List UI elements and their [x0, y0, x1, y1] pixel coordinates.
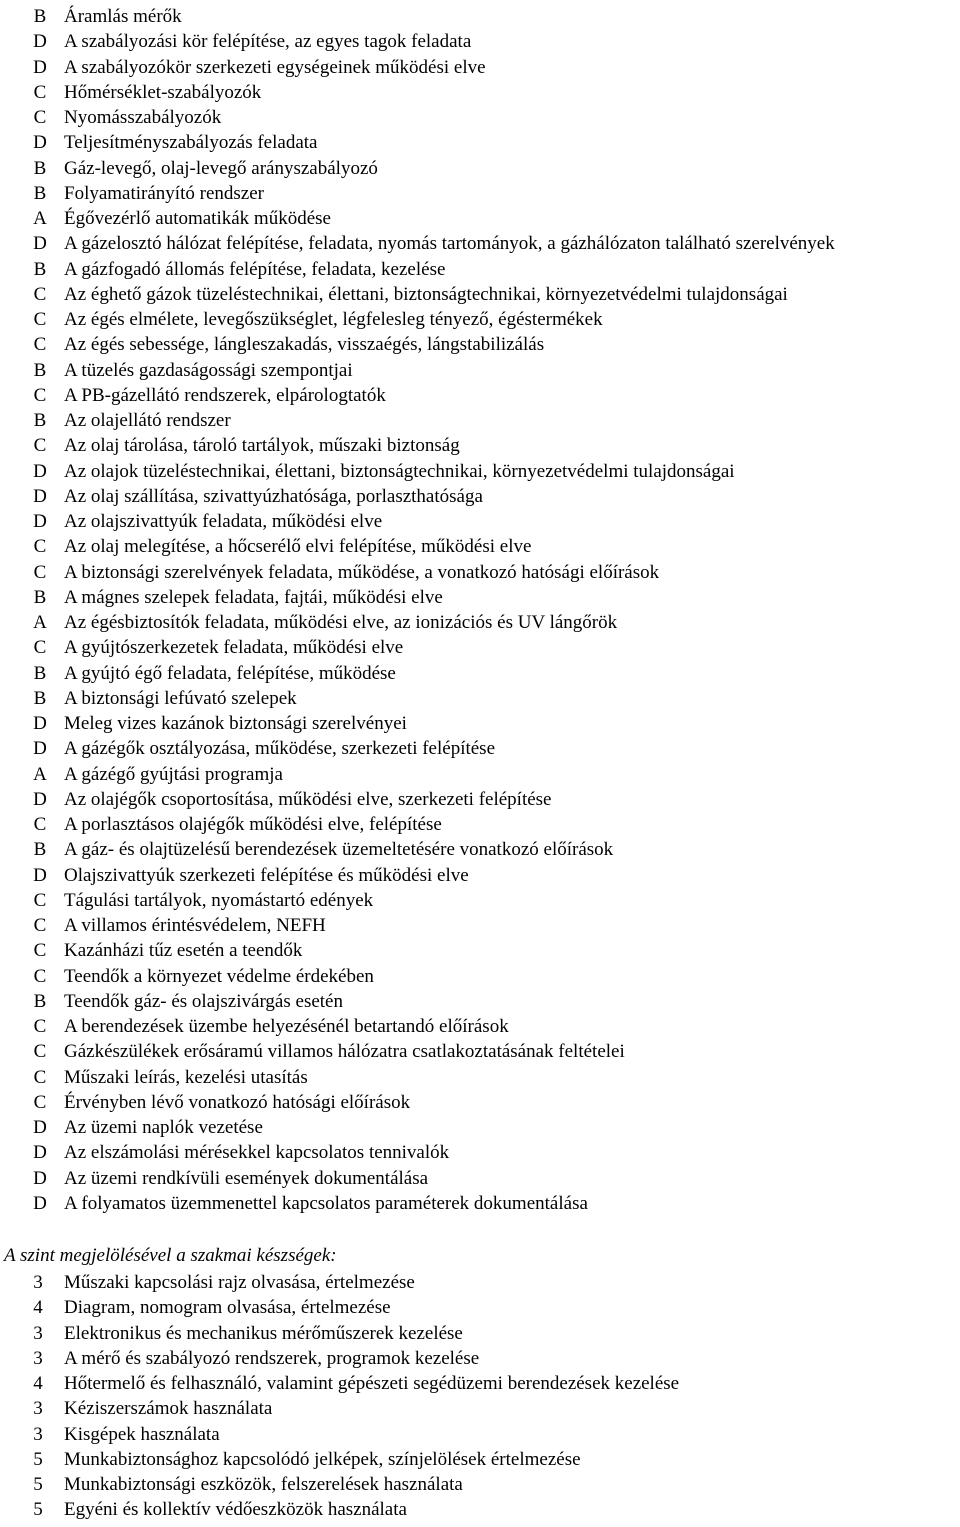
item-text: Teljesítményszabályozás feladata [64, 132, 318, 154]
level-marker: 4 [33, 1297, 43, 1319]
item-text: Gázkészülékek erősáramú villamos hálózatra csatlakoztatásának feltételei [64, 1041, 625, 1063]
level-marker: D [33, 1167, 47, 1189]
level-marker: B [33, 410, 47, 431]
item-text: Az olaj tárolása, tároló tartályok, műszaki biztonság [64, 435, 460, 457]
item-text: A gázégők osztályozása, működése, szerkezeti felépítése [64, 738, 496, 760]
item-text: A berendezések üzembe helyezésénél betartandó előírások [64, 1016, 509, 1037]
item-text: A biztonsági szerelvények feladata, működése, a vonatkozó hatósági előírások [64, 561, 660, 583]
item-text: Teendők gáz- és olajszivárgás esetén [64, 990, 343, 1012]
level-marker: D [33, 1117, 47, 1138]
level-marker: B [33, 6, 47, 27]
level-marker: C [33, 107, 47, 128]
item-text: Az olajok tüzeléstechnikai, élettani, biztonságtechnikai, környezetvédelmi tulajdonságai [64, 460, 735, 482]
level-marker: 3 [33, 1322, 43, 1344]
level-marker: 5 [33, 1499, 43, 1521]
skills-heading: A szint megjelölésével a szakmai készségek: [4, 1245, 337, 1266]
level-marker: 3 [33, 1272, 43, 1293]
level-marker: C [33, 889, 47, 911]
item-text: Az olajellátó rendszer [64, 410, 231, 431]
level-marker: B [33, 258, 47, 280]
item-text: A gázfogadó állomás felépítése, feladata, kezelése [64, 258, 446, 280]
level-marker: B [33, 157, 47, 179]
item-text: A mágnes szelepek feladata, fajtái, működési elve [64, 586, 443, 608]
item-text: A gyújtó égő feladata, felépítése, működése [64, 662, 396, 684]
level-marker: D [33, 56, 47, 78]
level-marker: D [33, 31, 47, 53]
item-text: Az égés sebessége, lángleszakadás, visszaégés, lángstabilizálás [64, 334, 545, 356]
level-marker: C [33, 637, 47, 659]
item-text: A gázelosztó hálózat felépítése, feladata, nyomás tartományok, a gázhálózaton található szerelvények [64, 233, 835, 255]
item-text: A villamos érintésvédelem, NEFH [64, 915, 326, 936]
level-marker: 4 [33, 1373, 43, 1394]
level-marker: B [33, 990, 47, 1012]
level-marker: C [33, 309, 47, 330]
item-text: Kéziszerszámok használata [64, 1398, 273, 1420]
item-text: Az olajégők csoportosítása, működési elve, szerkezeti felépítése [64, 788, 552, 810]
level-marker: B [33, 182, 47, 204]
level-marker: B [33, 839, 47, 861]
item-text: Műszaki leírás, kezelési utasítás [64, 1066, 308, 1088]
item-text: Az üzemi rendkívüli események dokumentálása [64, 1167, 429, 1189]
item-text: Az olaj szállítása, szivattyúzhatósága, porlaszthatósága [64, 485, 483, 507]
item-text: Munkabiztonsághoz kapcsolódó jelképek, színjelölések értelmezése [64, 1448, 581, 1470]
item-text: Munkabiztonsági eszközök, felszerelések használata [64, 1474, 463, 1495]
level-marker: C [33, 965, 47, 987]
level-marker: C [33, 814, 47, 835]
level-marker: C [33, 1041, 47, 1063]
item-text: Égővezérlő automatikák működése [64, 208, 331, 229]
item-text: A tüzelés gazdaságossági szempontjai [64, 359, 353, 381]
item-text: Kisgépek használata [64, 1423, 220, 1445]
item-text: Nyomásszabályozók [64, 107, 222, 128]
level-marker: 3 [33, 1347, 43, 1369]
level-marker: 5 [33, 1448, 43, 1470]
item-text: A szabályozókör szerkezeti egységeinek működési elve [64, 56, 486, 78]
level-marker: B [33, 687, 47, 709]
item-text: Az elszámolási mérésekkel kapcsolatos tennivalók [64, 1142, 450, 1164]
level-marker: C [33, 536, 47, 558]
level-marker: C [33, 1016, 47, 1037]
level-marker: C [33, 283, 47, 305]
item-text: Az üzemi naplók vezetése [64, 1117, 263, 1138]
level-marker: 3 [33, 1398, 43, 1420]
item-text: A porlasztásos olajégők működési elve, felépítése [64, 814, 442, 835]
level-marker: 3 [33, 1423, 43, 1445]
level-marker: C [33, 1066, 47, 1088]
item-text: Az éghető gázok tüzeléstechnikai, élettani, biztonságtechnikai, környezetvédelmi tulajdonságai [64, 283, 788, 305]
item-text: A gáz- és olajtüzelésű berendezések üzemeltetésére vonatkozó előírások [64, 839, 614, 861]
item-text: Műszaki kapcsolási rajz olvasása, értelmezése [64, 1272, 415, 1293]
item-text: A PB-gázellátó rendszerek, elpárologtatók [64, 384, 386, 406]
level-marker: D [33, 788, 47, 810]
item-text: Hőtermelő és felhasználó, valamint gépészeti segédüzemi berendezések kezelése [64, 1373, 680, 1394]
level-marker: D [33, 132, 47, 154]
level-marker: C [33, 81, 47, 103]
item-text: Meleg vizes kazánok biztonsági szerelvényei [64, 713, 407, 734]
level-marker: C [33, 334, 47, 356]
item-text: A szabályozási kör felépítése, az egyes tagok feladata [64, 31, 472, 53]
item-text: Az olaj melegítése, a hőcserélő elvi felépítése, működési elve [64, 536, 532, 558]
level-marker: C [33, 940, 47, 962]
level-marker: D [33, 864, 47, 886]
level-marker: D [33, 1192, 47, 1214]
item-text: Diagram, nomogram olvasása, értelmezése [64, 1297, 391, 1319]
level-marker: A [33, 763, 47, 785]
level-marker: D [33, 485, 47, 507]
item-text: A gyújtószerkezetek feladata, működési elve [64, 637, 404, 659]
item-text: Folyamatirányító rendszer [64, 182, 264, 204]
item-text: Egyéni és kollektív védőeszközök használata [64, 1499, 407, 1521]
level-marker: B [33, 586, 47, 608]
item-text: Gáz-levegő, olaj-levegő arányszabályozó [64, 157, 378, 179]
item-text: Teendők a környezet védelme érdekében [64, 965, 374, 987]
level-marker: C [33, 915, 47, 936]
level-marker: D [33, 460, 47, 482]
item-text: A folyamatos üzemmenettel kapcsolatos paraméterek dokumentálása [64, 1192, 588, 1214]
level-marker: A [33, 208, 47, 229]
level-marker: D [33, 713, 47, 734]
item-text: A biztonsági lefúvató szelepek [64, 687, 297, 709]
item-text: Hőmérséklet-szabályozók [64, 81, 262, 103]
item-text: Olajszivattyúk szerkezeti felépítése és működési elve [64, 864, 469, 886]
item-text: Érvényben lévő vonatkozó hatósági előírások [64, 1091, 411, 1113]
level-marker: D [33, 1142, 47, 1164]
item-text: Az égésbiztosítók feladata, működési elve, az ionizációs és UV lángőrök [64, 612, 618, 633]
item-text: Áramlás mérők [64, 6, 182, 27]
level-marker: C [33, 1091, 47, 1113]
item-text: Az olajszivattyúk feladata, működési elve [64, 511, 383, 532]
level-marker: B [33, 359, 47, 381]
item-text: A mérő és szabályozó rendszerek, programok kezelése [64, 1347, 480, 1369]
item-text: Az égés elmélete, levegőszükséglet, légfelesleg tényező, égéstermékek [64, 309, 603, 330]
level-marker: C [33, 384, 47, 406]
level-marker: D [33, 511, 47, 532]
item-text: Kazánházi tűz esetén a teendők [64, 940, 303, 962]
level-marker: C [33, 435, 47, 457]
level-marker: B [33, 662, 47, 684]
item-text: Tágulási tartályok, nyomástartó edények [64, 889, 374, 911]
item-text: Elektronikus és mechanikus mérőműszerek kezelése [64, 1322, 463, 1344]
item-text: A gázégő gyújtási programja [64, 763, 283, 785]
level-marker: D [33, 738, 47, 760]
level-marker: A [33, 612, 47, 633]
level-marker: C [33, 561, 47, 583]
level-marker: D [33, 233, 47, 255]
level-marker: 5 [33, 1474, 43, 1495]
